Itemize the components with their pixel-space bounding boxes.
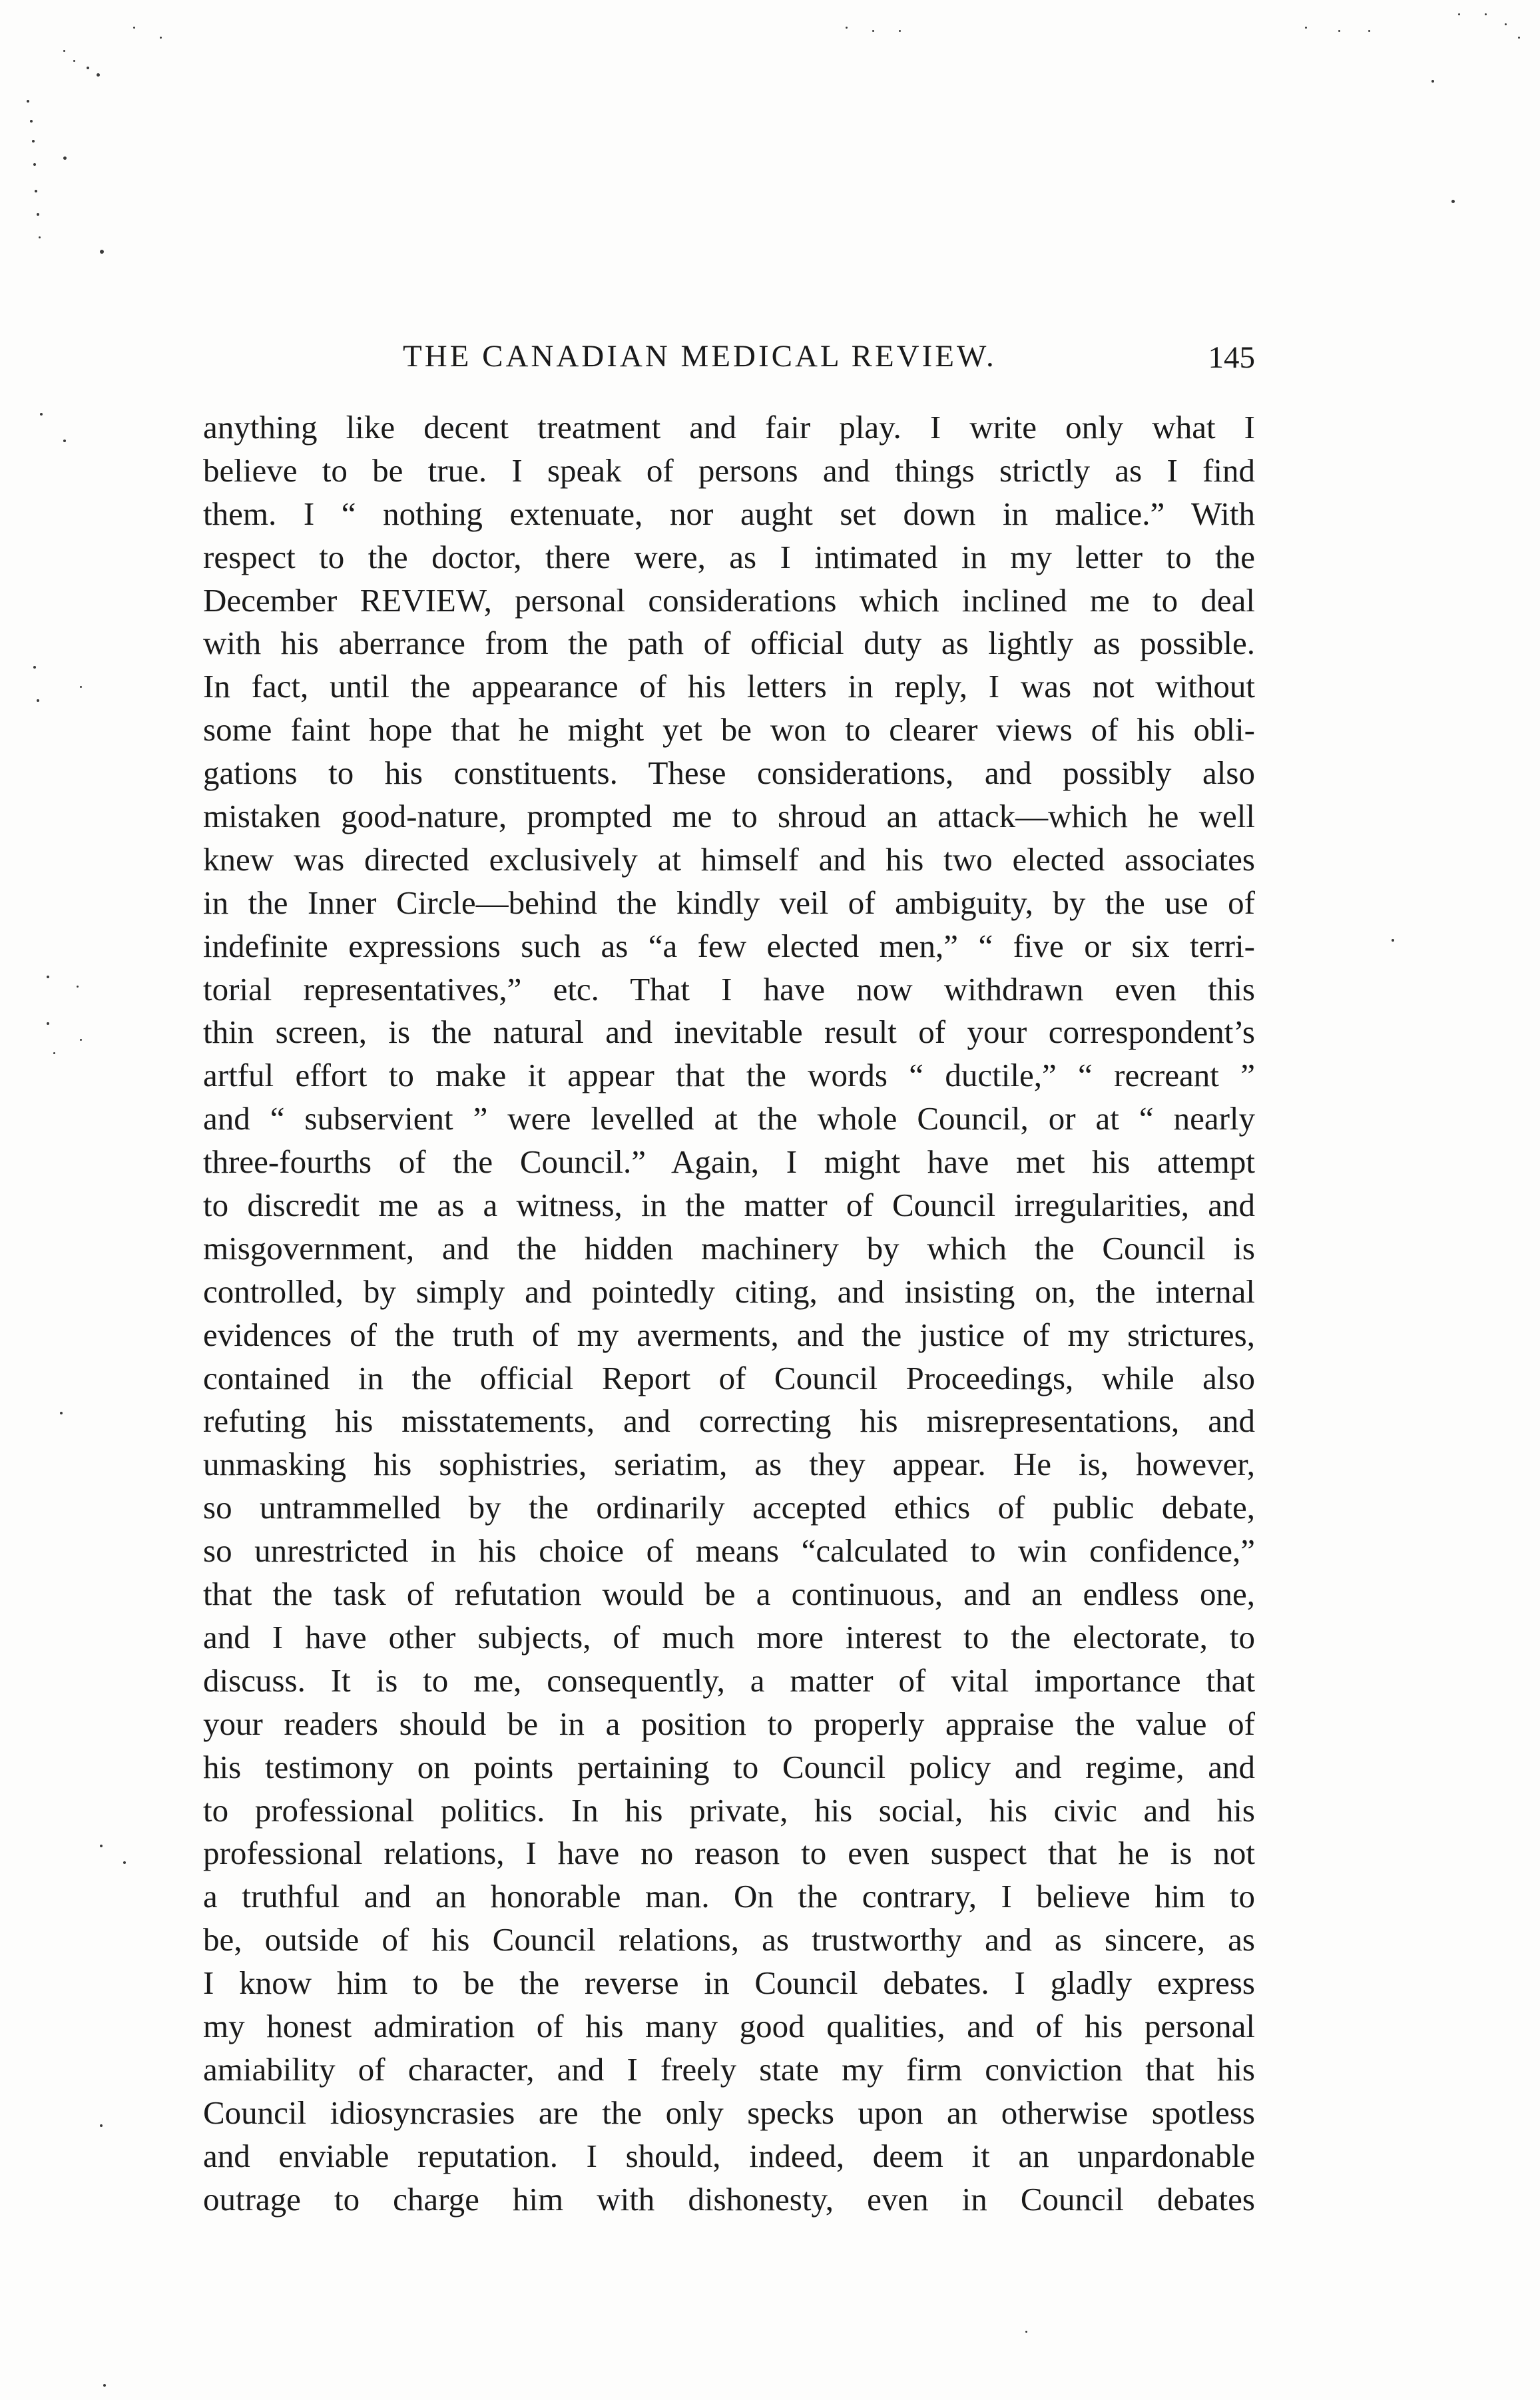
text-line: his testimony on points pertaining to Council policy and regime, and bbox=[203, 1748, 1255, 1785]
running-head bbox=[203, 338, 1255, 378]
text-line: so untrammelled by the ordinarily accepted ethics of public debate, bbox=[203, 1489, 1255, 1526]
scan-speck bbox=[80, 686, 82, 688]
text-line: indefinite expressions such as “a few elected men,” “ five or six terri- bbox=[203, 927, 1255, 964]
scan-speck bbox=[1458, 13, 1460, 15]
text-line: some faint hope that he might yet be won to clearer views of his obli- bbox=[203, 711, 1255, 749]
scan-speck bbox=[133, 27, 135, 29]
scan-speck bbox=[60, 1412, 63, 1414]
text-line: my honest admiration of his many good qualities, and of his personal bbox=[203, 2007, 1255, 2044]
scan-speck bbox=[1505, 23, 1507, 25]
text-line: torial representatives,” etc. That I have now withdrawn even this bbox=[203, 970, 1255, 1008]
text-line: that the task of refutation would be a continuous, and an endless one, bbox=[203, 1576, 1255, 1613]
text-line: in the Inner Circle—behind the kindly veil of ambiguity, by the use of bbox=[203, 884, 1255, 921]
text-line: and enviable reputation. I should, indeed, deem it an unpardonable bbox=[203, 2137, 1255, 2174]
scan-speck bbox=[1368, 30, 1370, 32]
text-line: three-fourths of the Council.” Again, I might have met his attempt bbox=[203, 1143, 1255, 1181]
scan-speck bbox=[123, 1861, 126, 1864]
scan-speck bbox=[160, 37, 162, 39]
text-line: to discredit me as a witness, in the matter of Council irregularities, and bbox=[203, 1187, 1255, 1224]
text-line: your readers should be in a position to properly appraise the value of bbox=[203, 1705, 1255, 1742]
page-number: 145 bbox=[1208, 340, 1255, 375]
scan-speck bbox=[872, 30, 874, 32]
scan-speck bbox=[27, 100, 29, 103]
scan-speck bbox=[103, 2384, 106, 2387]
scan-speck bbox=[1485, 13, 1487, 15]
scan-speck bbox=[77, 986, 79, 988]
scan-speck bbox=[63, 50, 65, 52]
text-line: believe to be true. I speak of persons and things strictly as I find bbox=[203, 451, 1255, 489]
scan-speck bbox=[33, 666, 36, 669]
scan-speck bbox=[1518, 37, 1520, 39]
text-line: so unrestricted in his choice of means “calculated to win confidence,” bbox=[203, 1532, 1255, 1570]
scan-speck bbox=[1025, 2331, 1027, 2333]
text-line: outrage to charge him with dishonesty, even in Council debates bbox=[203, 2180, 1255, 2218]
scan-speck bbox=[47, 976, 49, 978]
scan-speck bbox=[33, 163, 36, 166]
scan-speck bbox=[47, 1022, 49, 1025]
scan-speck bbox=[87, 67, 89, 69]
text-line: I know him to be the reverse in Council debates. I gladly express bbox=[203, 1964, 1255, 2002]
scan-speck bbox=[63, 156, 67, 160]
scan-speck bbox=[39, 236, 41, 238]
text-line: controlled, by simply and pointedly citing, and insisting on, the internal bbox=[203, 1273, 1255, 1310]
scan-speck bbox=[73, 60, 75, 62]
scan-speck bbox=[100, 250, 104, 254]
scan-speck bbox=[35, 190, 37, 192]
text-line: amiability of character, and I freely state my firm conviction that his bbox=[203, 2050, 1255, 2088]
scan-speck bbox=[1338, 30, 1340, 32]
scan-speck bbox=[899, 30, 901, 32]
scan-speck bbox=[100, 1845, 103, 1847]
scan-speck bbox=[63, 440, 66, 442]
scan-speck bbox=[53, 1052, 55, 1054]
text-line: discuss. It is to me, consequently, a matter of vital importance that bbox=[203, 1661, 1255, 1699]
text-line: knew was directed exclusively at himself and his two elected associates bbox=[203, 840, 1255, 878]
text-line: a truthful and an honorable man. On the contrary, I believe him to bbox=[203, 1878, 1255, 1915]
scan-speck bbox=[80, 1039, 82, 1041]
text-line: contained in the official Report of Council Proceedings, while also bbox=[203, 1359, 1255, 1396]
scan-speck bbox=[37, 213, 39, 216]
scan-speck bbox=[37, 699, 39, 702]
text-line: be, outside of his Council relations, as trustworthy and as sincere, as bbox=[203, 1921, 1255, 1958]
text-line: misgovernment, and the hidden machinery by which the Council is bbox=[203, 1229, 1255, 1267]
text-line: respect to the doctor, there were, as I intimated in my letter to the bbox=[203, 538, 1255, 575]
text-line: gations to his constituents. These considerations, and possibly also bbox=[203, 754, 1255, 792]
scan-speck bbox=[1305, 27, 1307, 29]
scan-speck bbox=[97, 73, 100, 77]
text-line: evidences of the truth of my averments, and the justice of my strictures, bbox=[203, 1316, 1255, 1353]
text-line: thin screen, is the natural and inevitable result of your correspondent’s bbox=[203, 1014, 1255, 1051]
text-line: artful effort to make it appear that the words “ ductile,” “ recreant ” bbox=[203, 1057, 1255, 1094]
text-line: anything like decent treatment and fair play. I write only what I bbox=[203, 409, 1255, 446]
text-line: professional relations, I have no reason to even suspect that he is not bbox=[203, 1835, 1255, 1872]
scan-speck bbox=[846, 27, 848, 29]
text-line: to professional politics. In his private, his social, his civic and his bbox=[203, 1791, 1255, 1829]
text-line: them. I “ nothing extenuate, nor aught set down in malice.” With bbox=[203, 495, 1255, 532]
scan-speck bbox=[40, 413, 43, 416]
text-line: December REVIEW, personal considerations which inclined me to deal bbox=[203, 581, 1255, 619]
scan-speck bbox=[32, 140, 35, 143]
text-line: and “ subservient ” were levelled at the whole Council, or at “ nearly bbox=[203, 1100, 1255, 1137]
text-line: refuting his misstatements, and correcting his misrepresentations, and bbox=[203, 1402, 1255, 1440]
text-line: In fact, until the appearance of his letters in reply, I was not without bbox=[203, 668, 1255, 705]
scan-speck bbox=[1451, 200, 1455, 203]
text-line: unmasking his sophistries, seriatim, as they appear. He is, however, bbox=[203, 1446, 1255, 1483]
scan-speck bbox=[30, 120, 33, 123]
scan-speck bbox=[100, 2124, 103, 2127]
text-line: with his aberrance from the path of official duty as lightly as possible. bbox=[203, 625, 1255, 662]
running-title: THE CANADIAN MEDICAL REVIEW. bbox=[403, 339, 997, 374]
text-line: and I have other subjects, of much more interest to the electorate, to bbox=[203, 1618, 1255, 1655]
scan-speck bbox=[1431, 80, 1434, 83]
scan-speck bbox=[1392, 939, 1394, 942]
body-text bbox=[203, 406, 1255, 2221]
text-line: mistaken good-nature, prompted me to shroud an attack—which he well bbox=[203, 798, 1255, 835]
text-line: Council idiosyncrasies are the only specks upon an otherwise spotless bbox=[203, 2094, 1255, 2131]
